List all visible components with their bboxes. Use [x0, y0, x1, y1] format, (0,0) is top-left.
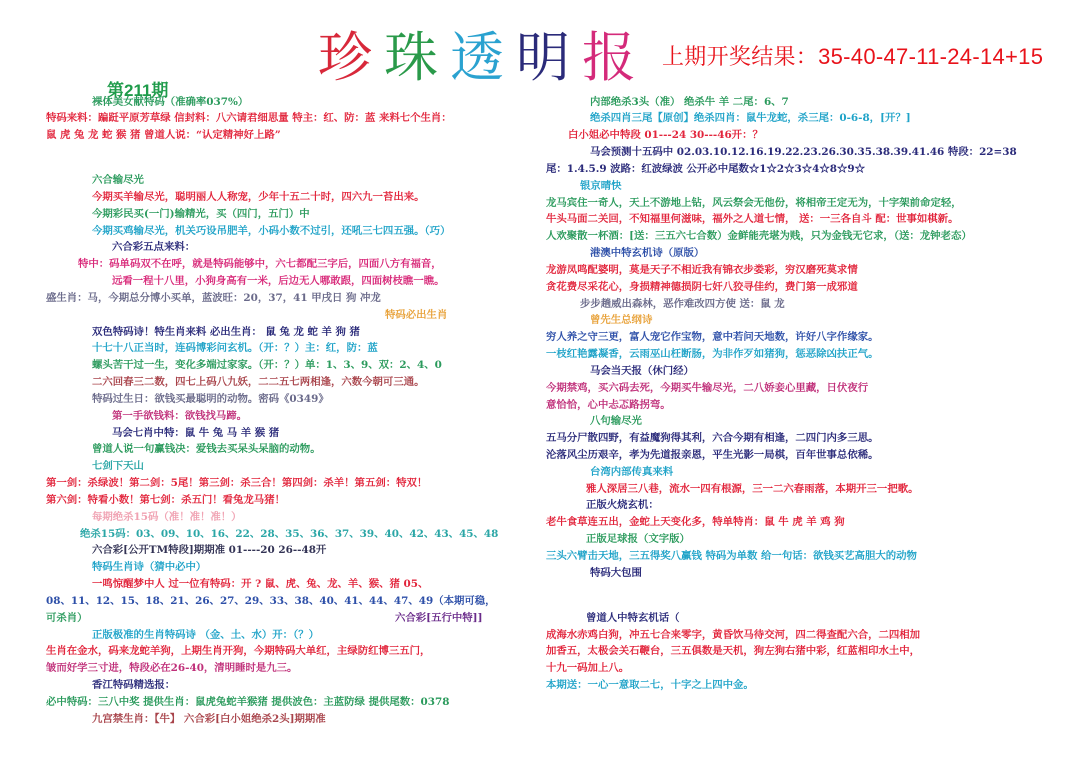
- text-line: 裸体美女献特码（准确率037%）: [92, 96, 249, 108]
- text-line: 特码必出生肖: [385, 309, 448, 321]
- text-line: 港澳中特玄机诗（原版）: [590, 247, 705, 259]
- text-line: 马会预测十五码中 02.03.10.12.16.19.22.23.26.30.35.38.39.41.46 特段：22=38: [590, 146, 1017, 158]
- text-line: 双色特码诗！特生肖来料 必出生肖： 鼠 兔 龙 蛇 羊 狗 猪: [92, 326, 360, 338]
- text-line: 正版极准的生肖特码诗 （金、土、水）开：（？）: [92, 629, 320, 641]
- title-char: 珍: [318, 26, 372, 89]
- title-char: 珠: [384, 26, 438, 89]
- text-line: 六合彩[公开TM特段]期期准 01----20 26--48开: [92, 544, 327, 556]
- text-line: 正版火烧玄机：: [586, 499, 659, 511]
- text-line: 今期买鸡输尽光，机关巧设吊肥羊，小码小数不过引，还吼三七四五强。（巧）: [92, 225, 451, 237]
- text-line: 成海水赤鸡白狗，冲五七合来零字，黄昏饮马待交河，四二得查配六合，二四相加: [546, 629, 921, 641]
- left-column: [40, 0, 520, 758]
- right-column: [528, 0, 1068, 758]
- text-line: 今期彩民买(一门)输精光，买（四门，五门）中: [92, 208, 310, 220]
- text-line: 每期绝杀15码（准！准！准！）: [92, 511, 242, 523]
- text-line: 第一手欲钱料：欲钱找马蹄。: [112, 410, 248, 422]
- text-line: 步步趟威出森林，恶作难改四方使 送：鼠 龙: [580, 298, 785, 310]
- text-line: 曾道人中特玄机话（: [586, 612, 680, 624]
- text-line: 盛生肖：马，今期总分博小买单，蓝波旺：20，37，41 甲戌日 狗 冲龙: [46, 292, 381, 304]
- text-line: 十七十八正当时，连码博彩问玄机。（开：？）主：红，防：蓝: [92, 342, 378, 354]
- text-line: 尾：1.4.5.9 波路：红波绿波 公开必中尾数☆1☆2☆3☆4☆8☆9☆: [546, 163, 865, 175]
- text-line: 第六剑：特看小数！第七剑：杀五门！看兔龙马猪！: [46, 494, 285, 506]
- text-line: 特码大包围: [590, 567, 642, 579]
- text-line: 六合彩五点来料：: [112, 241, 196, 253]
- text-line: 二六回春三二数，四七上码八九妖，二二五七两相逢，六数今朝可三通。: [92, 376, 425, 388]
- text-line: 龙马宾住一奇人，天上不游地上钻，风云祭会无他份，将相帝王定无为，十字架前命定轻，: [546, 197, 962, 209]
- text-line: 沦落风尘历艰辛，孝为先道报亲恩，平生光影一局棋，百年世事总依稀。: [546, 449, 879, 461]
- text-line: 七剑下天山: [92, 460, 144, 472]
- text-line: 人欢聚散一杯酒：[送：三五六七合数）金鲜能壳堪为贱，只为金钱无它求，（送：龙钟老态）: [546, 230, 972, 242]
- text-line: 加香五，太极会关石鞭台，三五俱数是天机，狗左狗右猪中彩，红蓝相印水土中，: [546, 645, 921, 657]
- text-line: 香江特码精选报：: [92, 679, 176, 691]
- text-line: 意恰恰，心中忐忑路拐弯。: [546, 399, 671, 411]
- text-line: 远看一程十八里，小狗身高有一米，后边无人哪敢跟，四面树枝瞧一瞧。: [112, 275, 445, 287]
- text-line: 今期禁鸡，买六码去死，今期买牛输尽光，二八娇妾心里藏，日伏夜行: [546, 382, 869, 394]
- text-line: 螺头苦干过一生，变化多端过家家。（开：？）单：1、3、9、双：2、4、0: [92, 359, 442, 371]
- text-line: 龙游凤鸣配婆明，莫是天子不相近我有锦衣步娄彩，穷汉磨死莫求情: [546, 264, 858, 276]
- last-result: 上期开奖结果：35-40-47-11-24-14+15: [662, 44, 1044, 69]
- text-line: 马会七肖中特：鼠 牛 兔 马 羊 猴 猪: [112, 427, 280, 439]
- text-line: 一鸣惊醒梦中人 过一位有特码：开 ? 鼠、虎、兔、龙、羊、猴、猪 05、: [92, 578, 429, 590]
- title-char: 报: [582, 26, 636, 89]
- issue-number: 第211期: [107, 81, 169, 100]
- text-line: 马会当天报（休门经）: [590, 365, 694, 377]
- text-line: 本期送：一心一意取二七，十字之上四中金。: [546, 679, 754, 691]
- text-line: 鼠 虎 兔 龙 蛇 猴 猪 曾道人说：“认定精神好上路”: [46, 129, 281, 141]
- text-line: 老牛食草连五出，金蛇上天变化多，特单特肖：鼠 牛 虎 羊 鸡 狗: [546, 516, 845, 528]
- text-line: 三头六臂击天地，三五得奖八赢钱 特码为单数 给一句话：欲钱买艺高胆大的动物: [546, 550, 917, 562]
- text-line: 特中：码单码双不在呼，就是特码能够中，六七都配三字后，四面八方有福音，: [78, 258, 442, 270]
- text-line: 银京晴快: [580, 180, 622, 192]
- text-line: 08、11、12、15、18、21、26、27、29、33、38、40、41、44、47、49（本期可稳，: [46, 595, 496, 607]
- text-line: 白小姐必中特段 01---24 30---46开：？: [568, 129, 763, 141]
- text-line: 绝杀15码：03、09、10、16、22、28、35、36、37、39、40、42、43、45、48: [80, 528, 499, 540]
- text-line: 特码生肖诗（猜中必中）: [92, 561, 207, 573]
- text-line: 六合彩[五行中特]]: [395, 612, 483, 624]
- text-line: 一枝红艳露凝香，云雨巫山枉断肠，为非作歹如猪狗，惩恶除凶扶正气。: [546, 348, 879, 360]
- text-line: 今期买羊输尽光，聪明丽人人称宠，少年十五二十时，四六九一苔出来。: [92, 191, 425, 203]
- text-line: 穷人养之守三更，富人宠它作宝物，意中若问天地数，许好八字作缘家。: [546, 331, 879, 343]
- text-line: 六合输尽光: [92, 174, 144, 186]
- text-line: 生肖在金水，码来龙蛇羊狗，上期生肖开狗，今期特码大单红，主绿防红博三五门，: [46, 645, 431, 657]
- text-line: 内部绝杀3头（准） 绝杀牛 羊 二尾：6、7: [590, 96, 789, 108]
- title-char: 明: [516, 26, 570, 89]
- text-line: 皱而好学三寸进，特段必在26-40，清明睡时是九三。: [46, 662, 298, 674]
- text-line: 雅人深居三八巷，流水一四有根源，三一二六春雨落，本期开三一把歌。: [586, 483, 919, 495]
- text-line: 绝杀四肖三尾【原创】绝杀四肖：鼠牛龙蛇，杀三尾：0-6-8，[开？]: [590, 112, 911, 124]
- text-line: 特码过生日：欲钱买最聪明的动物。密码《0349》: [92, 393, 329, 405]
- text-line: 正版足球报（文字版）: [586, 533, 690, 545]
- text-line: 台湾内部传真来料: [590, 466, 674, 478]
- text-line: 曾道人说一句赢钱决：爱钱去买呆头呆脑的动物。: [92, 443, 321, 455]
- text-line: 贪花费尽采花心，身损精神德损阴七奸八狡寻佳约，费门第一成邪道: [546, 281, 858, 293]
- text-line: 十九一码加上八。: [546, 662, 630, 674]
- text-line: 特码来料：蹁跹平原芳草绿 信封料：八六请君细思量 特主：红、防：蓝 来料七个生肖：: [46, 112, 452, 124]
- text-line: 五马分尸散四野，有益魔狗得其利，六合今期有相逢，二四门内多三思。: [546, 432, 879, 444]
- text-line: 曾先生总纲诗: [590, 314, 653, 326]
- text-line: 九宫禁生肖：【牛】 六合彩[白小姐绝杀2头]期期准: [92, 713, 326, 725]
- text-line: 八句输尽光: [590, 415, 642, 427]
- text-line: 必中特码：三八中奖 提供生肖：鼠虎兔蛇羊猴猪 提供波色：主蓝防绿 提供尾数：0378: [46, 696, 450, 708]
- title-char: 透: [450, 26, 504, 89]
- text-line: 牛头马面二关回，不知福里何滋味，福外之人道七情， 送：一三各自斗 配：世事如棋新。: [546, 213, 959, 225]
- text-line: 第一剑：杀绿波！第二剑：5尾！第三剑：杀三合！第四剑：杀羊！第五剑：特双！: [46, 477, 428, 489]
- text-line: 可杀肖）: [46, 612, 88, 624]
